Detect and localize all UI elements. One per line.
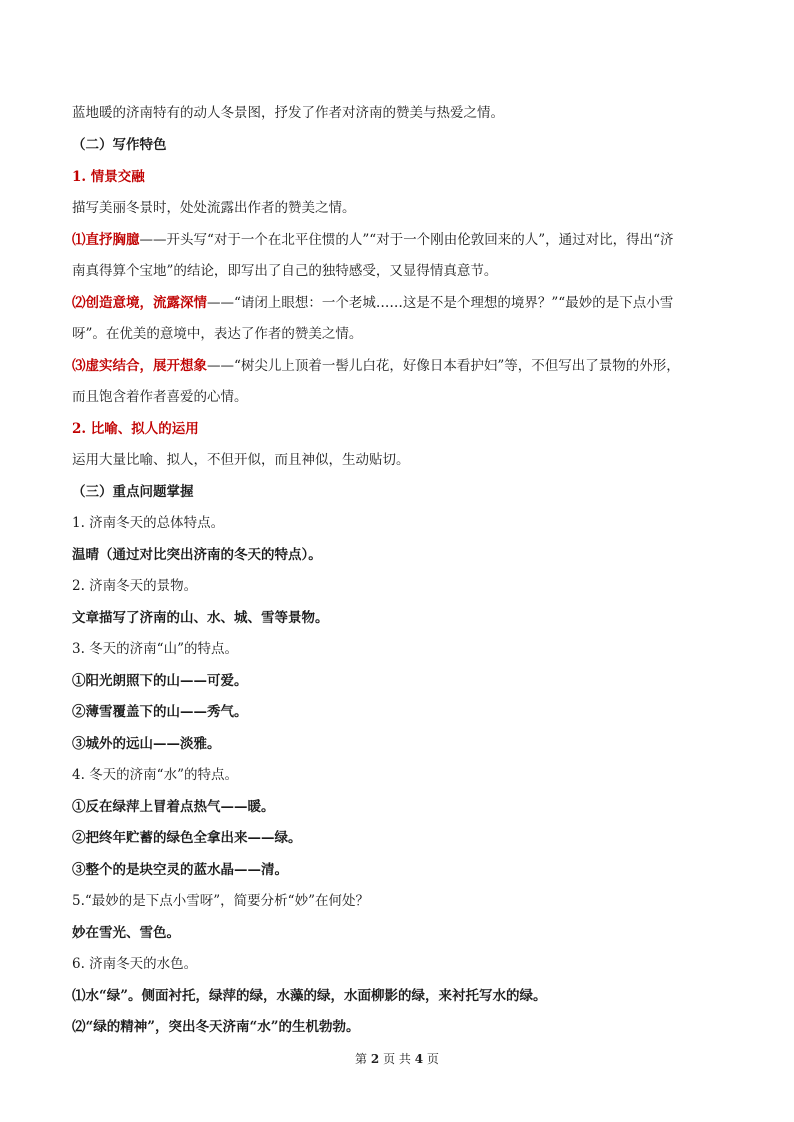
question-line: 1. 济南冬天的总体特点。 <box>72 515 225 531</box>
section-heading-key-questions: （三）重点问题掌握 <box>72 484 194 500</box>
paragraph-line: 南真得算个宝地”的结论，即写出了自己的独特感受，又显得情真意节。 <box>72 263 498 279</box>
paragraph-line: 呀”。在优美的意境中，表达了作者的赞美之情。 <box>72 326 363 342</box>
answer-line: ⑴水“绿”。侧面衬托，绿萍的绿，水藻的绿，水面柳影的绿，来衬托写水的绿。 <box>72 988 547 1004</box>
answer-line: 妙在雪光、雪色。 <box>72 925 180 941</box>
point-label: ⑴直抒胸臆 <box>72 232 140 248</box>
answer-line: 文章描写了济南的山、水、城、雪等景物。 <box>72 610 329 626</box>
paragraph-line: 蓝地暖的济南特有的动人冬景图，抒发了作者对济南的赞美与热爱之情。 <box>72 105 504 121</box>
section-heading-writing-features: （二）写作特色 <box>72 137 167 153</box>
answer-line: ①阳光朗照下的山——可爱。 <box>72 673 248 689</box>
footer-prefix: 第 <box>355 1052 368 1066</box>
point-text: ——“树尖儿上顶着一髻儿白花，好像日本看护妇”等，不但写出了景物的外形， <box>207 358 680 374</box>
question-line: 2. 济南冬天的景物。 <box>72 578 198 594</box>
answer-line: ③城外的远山——淡雅。 <box>72 736 221 752</box>
question-line: 3. 冬天的济南“山”的特点。 <box>72 641 238 657</box>
footer-total-pages: 4 <box>414 1052 424 1066</box>
subheading-metaphor: 2. 比喻、拟人的运用 <box>72 421 199 437</box>
point-text: ——“请闭上眼想：一个老城……这是不是个理想的境界？”“最妙的是下点小雪 <box>207 295 674 311</box>
answer-line: ②把终年贮蓄的绿色全拿出来——绿。 <box>72 830 302 846</box>
answer-line: 温晴（通过对比突出济南的冬天的特点）。 <box>72 547 322 563</box>
point-label: ⑶虚实结合，展开想象 <box>72 358 207 374</box>
page-footer <box>0 1050 794 1067</box>
paragraph-line <box>72 293 732 313</box>
answer-line: ①反在绿萍上冒着点热气——暖。 <box>72 799 275 815</box>
point-label: ⑵创造意境，流露深情 <box>72 295 207 311</box>
question-line: 4. 冬天的济南“水”的特点。 <box>72 767 238 783</box>
answer-line: ②薄雪覆盖下的山——秀气。 <box>72 704 248 720</box>
paragraph-line: 而且饱含着作者喜爱的心情。 <box>72 389 248 405</box>
footer-page-number: 2 <box>370 1052 380 1066</box>
paragraph-line: 运用大量比喻、拟人，不但开似，而且神似，生动贴切。 <box>72 452 410 468</box>
footer-mid: 页 共 <box>383 1052 411 1066</box>
footer-suffix: 页 <box>426 1052 439 1066</box>
paragraph-line <box>72 356 732 376</box>
point-text: ——开头写“对于一个在北平住惯的人”“对于一个刚由伦敦回来的人”，通过对比，得出“济 <box>139 232 674 248</box>
answer-line: ③整个的是块空灵的蓝水晶——清。 <box>72 862 288 878</box>
subheading-scene-emotion: 1. 情景交融 <box>72 169 145 185</box>
paragraph-line <box>72 230 732 250</box>
question-line: 6. 济南冬天的水色。 <box>72 956 198 972</box>
answer-line: ⑵“绿的精神”，突出冬天济南“水”的生机勃勃。 <box>72 1019 360 1035</box>
paragraph-line: 描写美丽冬景时，处处流露出作者的赞美之情。 <box>72 200 356 216</box>
question-line: 5.“最妙的是下点小雪呀”，简要分析“妙”在何处？ <box>72 893 369 909</box>
